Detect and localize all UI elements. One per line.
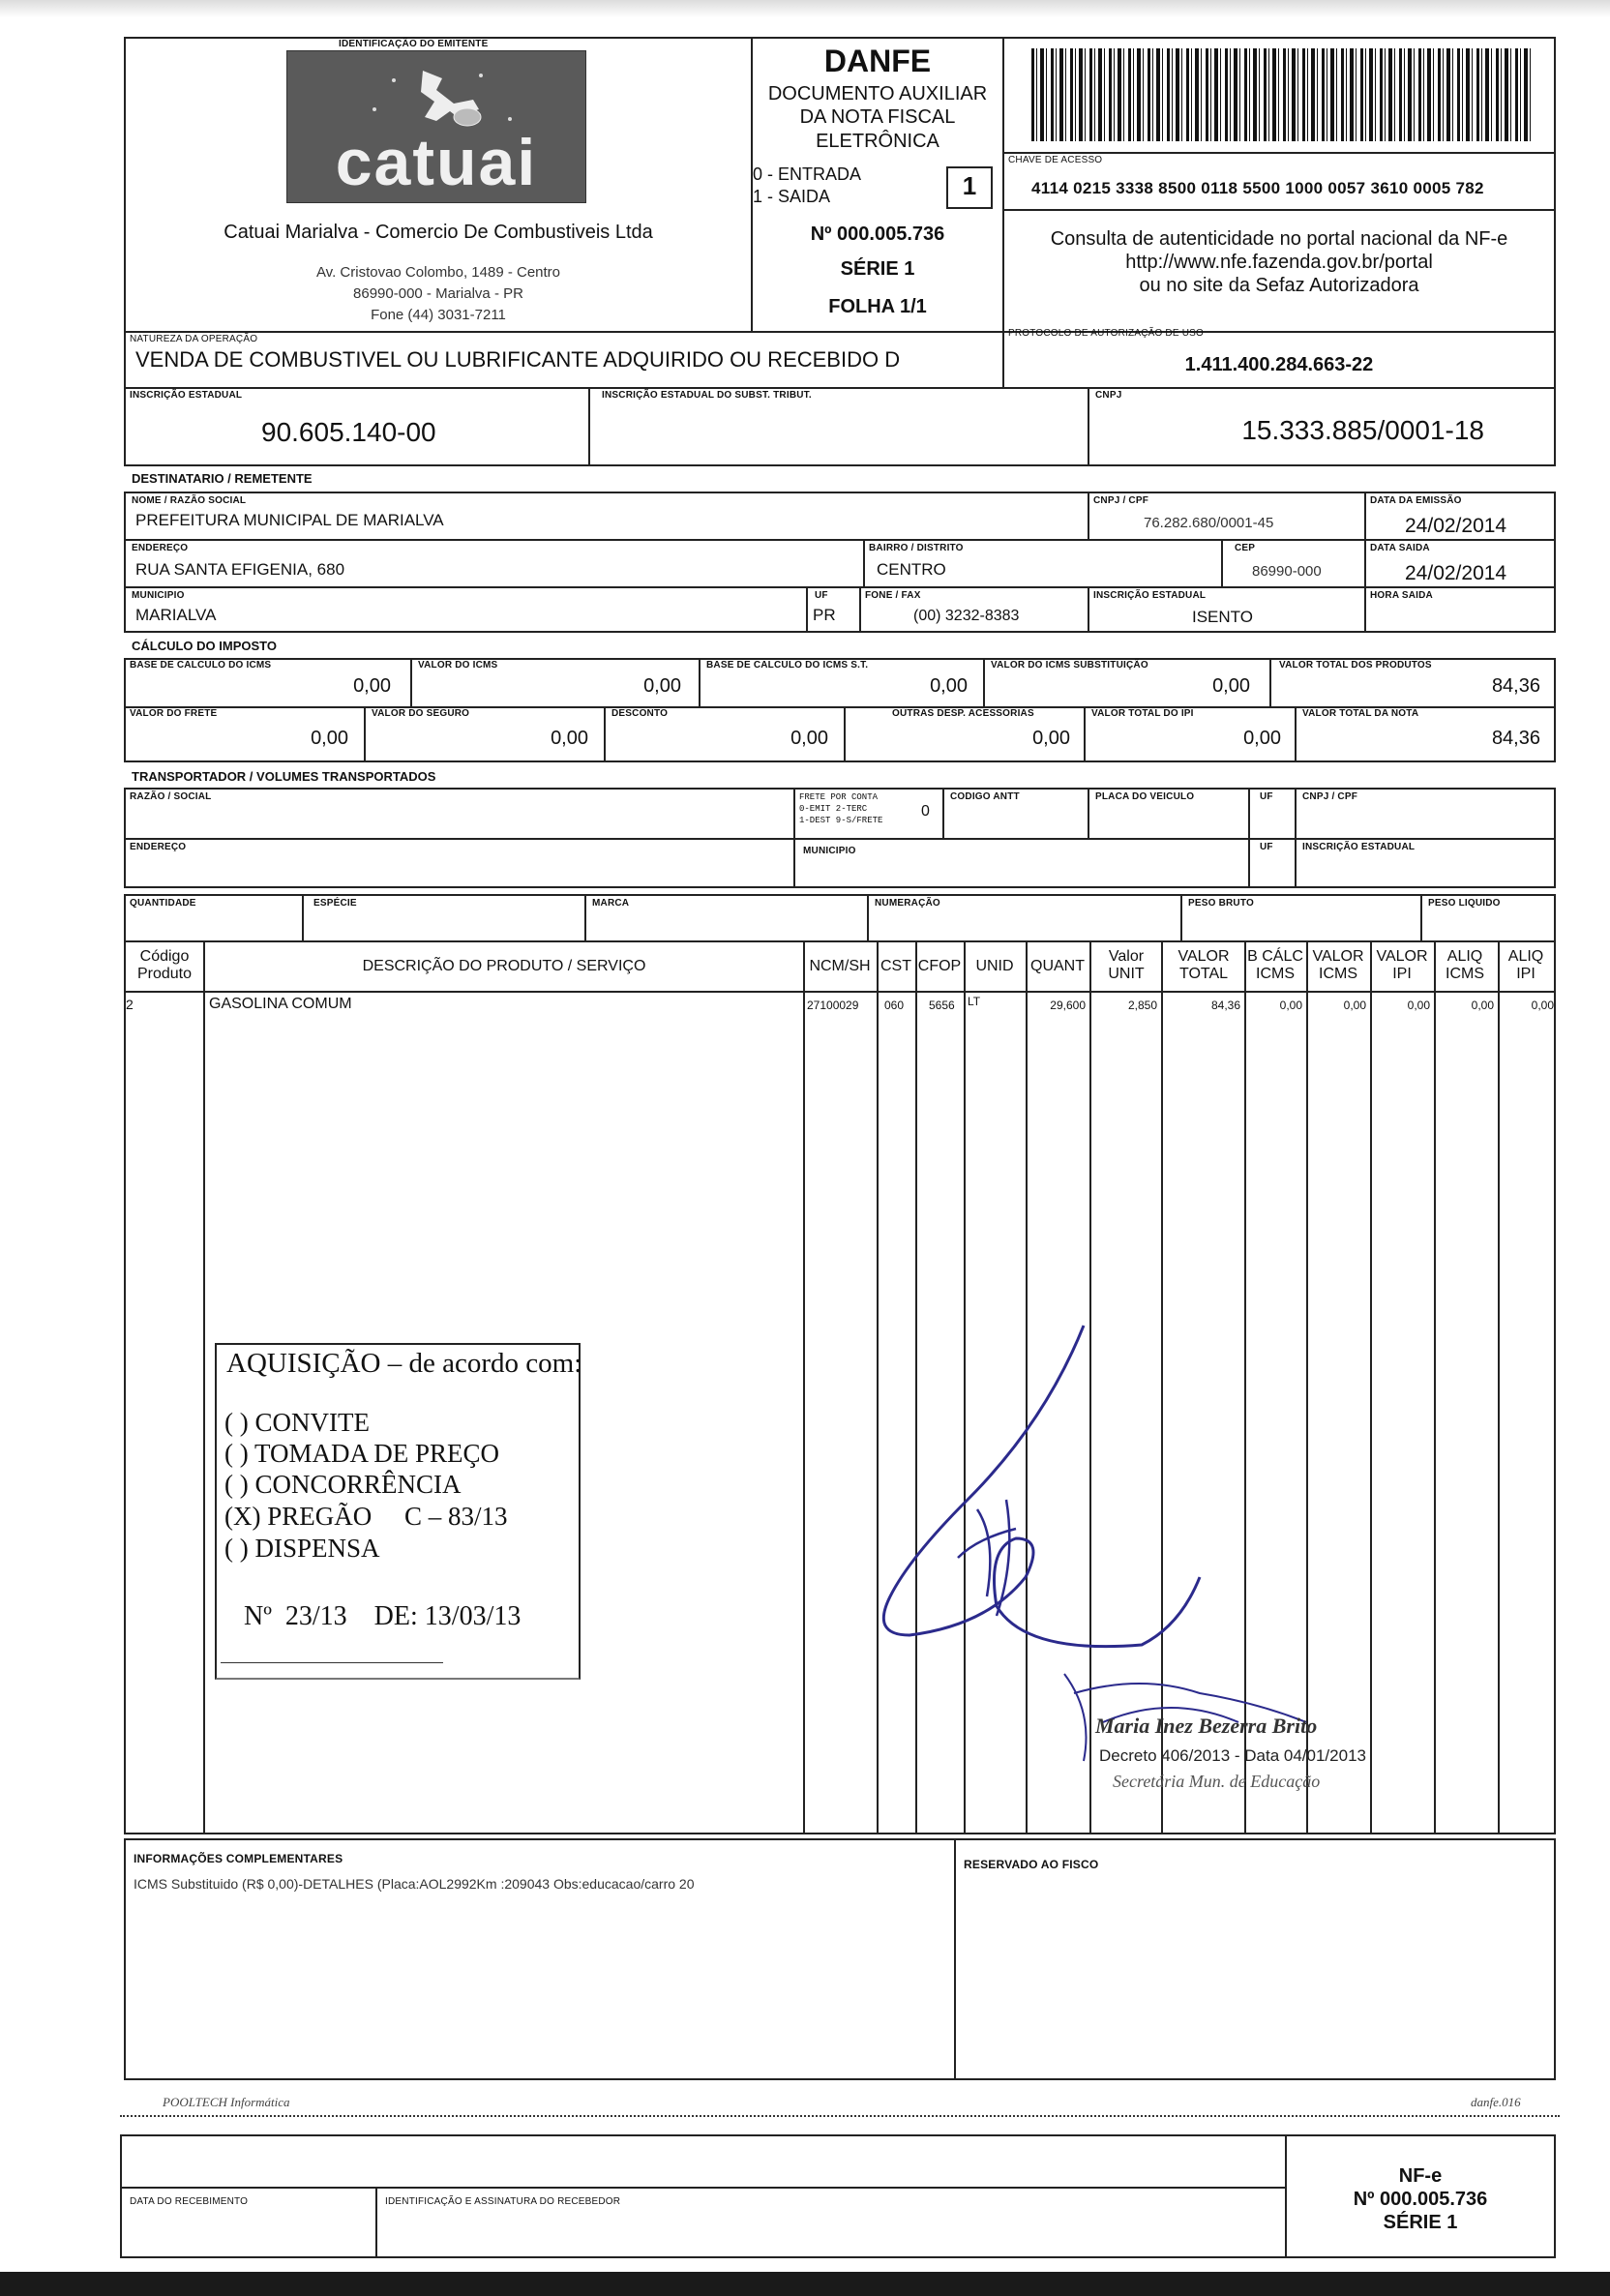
stamp-opt-1: ( ) CONVITE — [224, 1408, 370, 1437]
col-vipi: VALOR IPI — [1376, 948, 1428, 983]
signature-cargo: Secretária Mun. de Educação — [1113, 1772, 1321, 1791]
row-vipi: 0,00 — [1407, 999, 1430, 1012]
bc-st: 0,00 — [930, 675, 968, 697]
dest-emissao: 24/02/2014 — [1405, 515, 1507, 537]
col-unid: UNID — [975, 958, 1014, 974]
canhoto-identificacao-label: IDENTIFICAÇÃO E ASSINATURA DO RECEBEDOR — [385, 2196, 621, 2207]
col-aliq-ipi: ALIQ IPI — [1507, 948, 1544, 983]
transp-uf2-label: UF — [1260, 842, 1273, 852]
company-logo — [286, 50, 586, 203]
dest-uf: PR — [813, 606, 836, 624]
scan-edge — [0, 0, 1610, 17]
protocolo-value: 1.411.400.284.663-22 — [1184, 354, 1374, 375]
transp-cnpj-label: CNPJ / CPF — [1302, 791, 1358, 802]
col-descricao: DESCRIÇÃO DO PRODUTO / SERVIÇO — [362, 958, 646, 974]
col-bcalc: B CÁLC ICMS — [1247, 948, 1303, 983]
consulta-line-1: Consulta de autenticidade no portal nacional da NF-e — [1050, 228, 1508, 250]
vol-peso-liquido-label: PESO LIQUIDO — [1428, 898, 1501, 909]
danfe-folha: FOLHA 1/1 — [828, 296, 927, 317]
ie-label: INSCRIÇÃO ESTADUAL — [130, 390, 243, 401]
dest-uf-label: UF — [815, 590, 828, 601]
col-vunit: Valor UNIT — [1108, 948, 1145, 983]
dest-cep-label: CEP — [1235, 543, 1256, 553]
canhoto-numero: Nº 000.005.736 — [1353, 2189, 1488, 2210]
dest-saida-label: DATA SAIDA — [1370, 543, 1430, 553]
dest-municipio-label: MUNICIPIO — [132, 590, 185, 601]
v-st-label: VALOR DO ICMS SUBSTITUIÇÃO — [991, 660, 1148, 671]
barcode — [1031, 48, 1533, 141]
danfe-serie: SÉRIE 1 — [840, 258, 915, 280]
transp-municipio-label: MUNICIPIO — [803, 846, 856, 856]
stamp-opt-2: ( ) TOMADA DE PREÇO — [224, 1439, 500, 1468]
natureza-label: NATUREZA DA OPERAÇÃO — [130, 334, 258, 344]
col-aliq-icms: ALIQ ICMS — [1446, 948, 1484, 983]
emitente-name: Catuai Marialva - Comercio De Combustiveis Ltda — [224, 222, 653, 243]
transp-frete-label-3: 1-DEST 9-S/FRETE — [799, 816, 883, 825]
vol-qtd-label: QUANTIDADE — [130, 898, 196, 909]
dest-ie-label: INSCRIÇÃO ESTADUAL — [1093, 590, 1207, 601]
natureza-value: VENDA DE COMBUSTIVEL OU LUBRIFICANTE ADQUIRIDO OU RECEBIDO D — [135, 347, 901, 372]
canhoto-nfe: NF-e — [1398, 2165, 1443, 2187]
transp-frete-value: 0 — [921, 803, 930, 820]
dest-emissao-label: DATA DA EMISSÃO — [1370, 495, 1462, 506]
iest-label: INSCRIÇÃO ESTADUAL DO SUBST. TRIBUT. — [602, 390, 812, 401]
signature-name: Maria Inez Bezerra Brito — [1095, 1714, 1318, 1738]
vol-peso-bruto-label: PESO BRUTO — [1188, 898, 1254, 909]
col-quant: QUANT — [1030, 958, 1085, 974]
transp-frete-label-1: FRETE POR CONTA — [799, 792, 879, 802]
seguro-label: VALOR DO SEGURO — [372, 708, 470, 719]
desconto-label: DESCONTO — [611, 708, 669, 719]
fisco-label: RESERVADO AO FISCO — [964, 1858, 1099, 1871]
cnpj-label: CNPJ — [1095, 390, 1122, 401]
vol-especie-label: ESPÉCIE — [313, 898, 357, 909]
v-st: 0,00 — [1212, 675, 1250, 697]
col-vtotal: VALOR TOTAL — [1178, 948, 1230, 983]
transp-ie-label: INSCRIÇÃO ESTADUAL — [1302, 842, 1416, 852]
bc-st-label: BASE DE CALCULO DO ICMS S.T. — [706, 660, 869, 671]
emitente-label: IDENTIFICAÇÃO DO EMITENTE — [339, 39, 489, 49]
nota-label: VALOR TOTAL DA NOTA — [1302, 708, 1419, 719]
row-vtotal: 84,36 — [1210, 999, 1240, 1012]
emitente-address-1: Av. Cristovao Colombo, 1489 - Centro — [315, 264, 561, 281]
ie-value: 90.605.140-00 — [261, 417, 436, 447]
col-ncm: NCM/SH — [809, 958, 871, 974]
v-prod: 84,36 — [1491, 675, 1540, 697]
frete-label: VALOR DO FRETE — [130, 708, 218, 719]
dest-municipio: MARIALVA — [135, 606, 217, 624]
protocolo-label: PROTOCOLO DE AUTORIZAÇÃO DE USO — [1008, 328, 1204, 339]
dest-saida: 24/02/2014 — [1405, 562, 1507, 584]
dest-cep: 86990-000 — [1252, 563, 1322, 580]
danfe-type: 1 — [962, 171, 977, 200]
danfe-entrada: 0 - ENTRADA — [753, 164, 862, 184]
col-vicms: VALOR ICMS — [1312, 948, 1364, 983]
row-cfop: 5656 — [929, 999, 955, 1012]
dest-ie: ISENTO — [1192, 608, 1253, 626]
row-descricao: GASOLINA COMUM — [209, 996, 352, 1012]
dest-fone: (00) 3232-8383 — [913, 608, 1020, 624]
seguro: 0,00 — [551, 728, 588, 749]
row-codigo: 2 — [126, 997, 134, 1012]
v-prod-label: VALOR TOTAL DOS PRODUTOS — [1279, 660, 1432, 671]
destinatario-section: DESTINATARIO / REMETENTE — [132, 471, 313, 486]
bc-icms: 0,00 — [353, 675, 391, 697]
emitente-address-2: 86990-000 - Marialva - PR — [353, 285, 523, 302]
outras: 0,00 — [1032, 728, 1070, 749]
dest-hora-label: HORA SAIDA — [1370, 590, 1433, 601]
transp-endereco-label: ENDEREÇO — [130, 842, 187, 852]
ipi-label: VALOR TOTAL DO IPI — [1091, 708, 1194, 719]
footer-left: POOLTECH Informática — [163, 2095, 290, 2109]
col-cfop: CFOP — [917, 958, 962, 974]
transp-placa-label: PLACA DO VEICULO — [1095, 791, 1195, 802]
dest-nome: PREFEITURA MUNICIPAL DE MARIALVA — [135, 511, 444, 529]
danfe-number: Nº 000.005.736 — [810, 224, 945, 245]
row-vicms: 0,00 — [1343, 999, 1366, 1012]
info-text: ICMS Substituido (R$ 0,00)-DETALHES (Placa:AOL2992Km :209043 Obs:educacao/carro 20 — [134, 1876, 695, 1892]
stamp-title: AQUISIÇÃO – de acordo com: — [226, 1348, 582, 1379]
imposto-section: CÁLCULO DO IMPOSTO — [132, 639, 277, 653]
dest-endereco-label: ENDEREÇO — [132, 543, 189, 553]
logo-text: catuai — [335, 126, 538, 199]
transp-frete-label-2: 0-EMIT 2-TERC — [799, 804, 868, 814]
stamp-opt-5: ( ) DISPENSA — [224, 1534, 380, 1563]
dest-endereco: RUA SANTA EFIGENIA, 680 — [135, 560, 345, 579]
danfe-subtitle-3: ELETRÔNICA — [816, 131, 939, 152]
row-aliq-icms: 0,00 — [1471, 999, 1494, 1012]
row-cst: 060 — [884, 999, 905, 1012]
dest-cnpj-label: CNPJ / CPF — [1093, 495, 1149, 506]
chave-label: CHAVE DE ACESSO — [1008, 155, 1103, 165]
row-bcalc: 0,00 — [1279, 999, 1302, 1012]
signature-decreto: Decreto 406/2013 - Data 04/01/2013 — [1099, 1746, 1366, 1765]
info-label: INFORMAÇÕES COMPLEMENTARES — [134, 1852, 343, 1865]
consulta-line-3: ou no site da Sefaz Autorizadora — [1139, 275, 1419, 296]
danfe-title: DANFE — [823, 44, 932, 78]
danfe-subtitle-2: DA NOTA FISCAL — [799, 106, 956, 128]
vol-marca-label: MARCA — [592, 898, 630, 909]
v-icms: 0,00 — [643, 675, 681, 697]
vol-numeracao-label: NUMERAÇÃO — [875, 898, 940, 909]
row-aliq-ipi: 0,00 — [1531, 999, 1554, 1012]
transp-uf-label: UF — [1260, 791, 1273, 802]
footer-right: danfe.016 — [1471, 2095, 1521, 2109]
row-ncm: 27100029 — [807, 999, 859, 1012]
dest-bairro-label: BAIRRO / DISTRITO — [869, 543, 964, 553]
scan-bottom-edge — [0, 2272, 1610, 2296]
danfe-saida: 1 - SAIDA — [753, 187, 831, 206]
transp-razao-label: RAZÃO / SOCIAL — [130, 791, 212, 802]
row-unid: LT — [968, 995, 981, 1008]
ipi: 0,00 — [1243, 728, 1281, 749]
stamp-number: Nº 23/13 DE: 13/03/13 — [244, 1601, 522, 1631]
col-codigo: Código Produto — [136, 948, 193, 983]
dest-nome-label: NOME / RAZÃO SOCIAL — [132, 495, 247, 506]
nota: 84,36 — [1491, 728, 1540, 749]
transportador-section: TRANSPORTADOR / VOLUMES TRANSPORTADOS — [132, 769, 436, 784]
dest-bairro: CENTRO — [877, 560, 946, 579]
canhoto-recebimento-label: DATA DO RECEBIMENTO — [130, 2196, 249, 2207]
info-box — [124, 1838, 1556, 2080]
row-vunit: 2,850 — [1127, 999, 1157, 1012]
v-icms-label: VALOR DO ICMS — [418, 660, 498, 671]
outras-label: OUTRAS DESP. ACESSORIAS — [892, 708, 1034, 719]
emitente-phone: Fone (44) 3031-7211 — [371, 307, 506, 323]
dest-fone-label: FONE / FAX — [865, 590, 921, 601]
chave-value: 4114 0215 3338 8500 0118 5500 1000 0057 3610 0005 782 — [1031, 179, 1484, 197]
canhoto-serie: SÉRIE 1 — [1383, 2212, 1458, 2233]
stamp-opt-4: (X) PREGÃO C – 83/13 — [224, 1502, 508, 1531]
bc-icms-label: BASE DE CALCULO DO ICMS — [130, 660, 272, 671]
row-quant: 29,600 — [1050, 999, 1086, 1012]
consulta-line-2: http://www.nfe.fazenda.gov.br/portal — [1125, 252, 1433, 273]
dest-cnpj: 76.282.680/0001-45 — [1144, 515, 1274, 531]
cut-line — [120, 2115, 1560, 2117]
cnpj-value: 15.333.885/0001-18 — [1241, 415, 1484, 445]
col-cst: CST — [880, 958, 911, 974]
transp-antt-label: CODIGO ANTT — [950, 791, 1020, 802]
danfe-subtitle-1: DOCUMENTO AUXILIAR — [767, 83, 988, 104]
desconto: 0,00 — [790, 728, 828, 749]
stamp-opt-3: ( ) CONCORRÊNCIA — [224, 1470, 462, 1499]
frete: 0,00 — [311, 728, 348, 749]
